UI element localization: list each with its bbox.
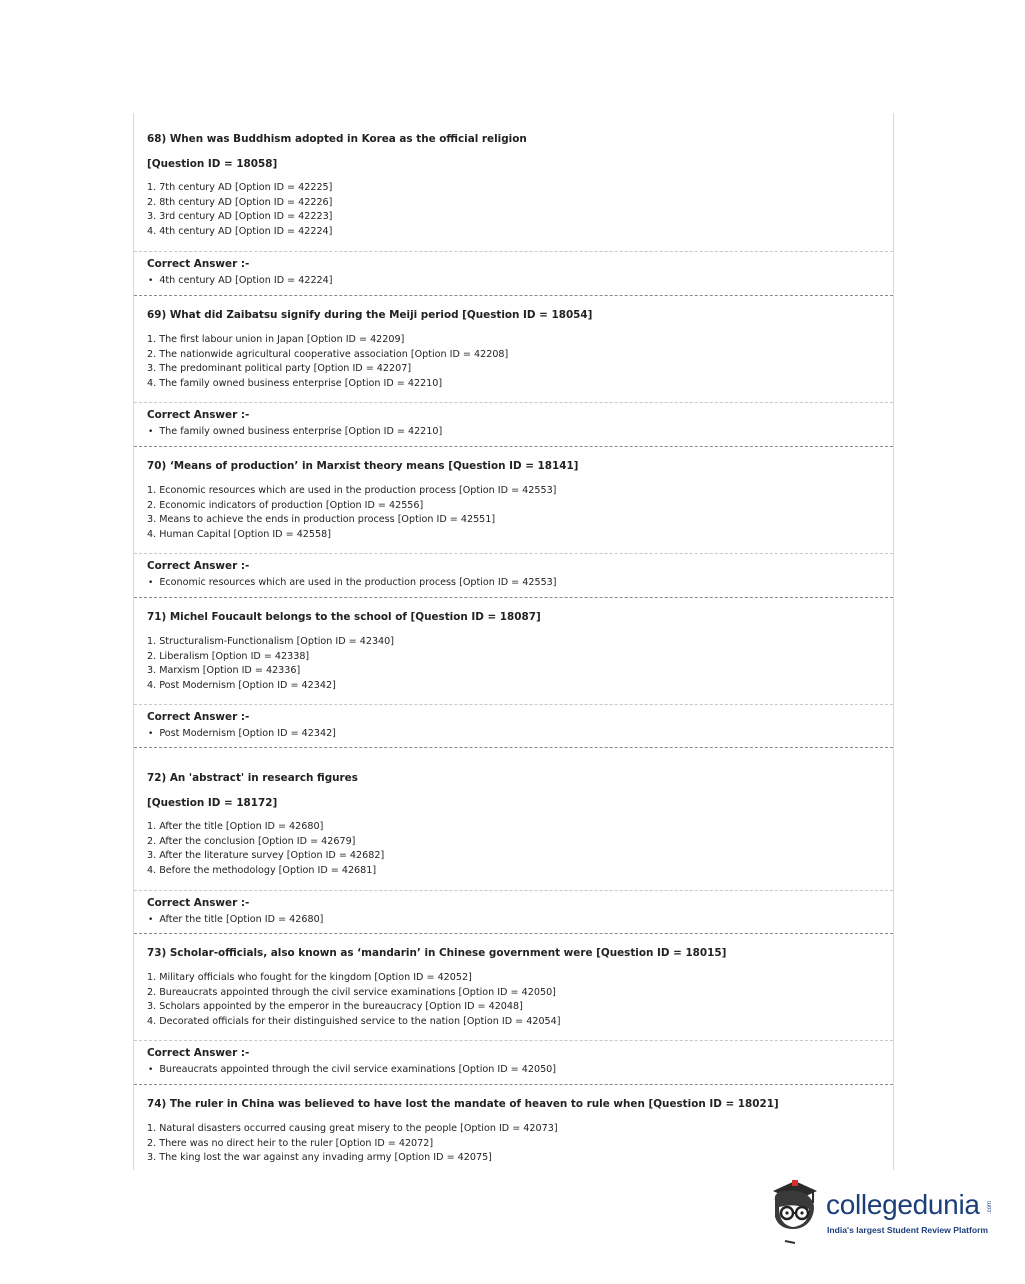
option: 3. Scholars appointed by the emperor in the bureaucracy [Option ID = 42048]: [147, 1001, 523, 1013]
question-72: [134, 748, 893, 934]
question-title: 72) An 'abstract' in research figures: [147, 772, 358, 784]
brand-suffix: .com: [987, 1201, 993, 1215]
options-list: [147, 1122, 558, 1166]
bullet-icon: •: [148, 578, 154, 588]
options-list: [147, 635, 394, 694]
correct-answer-text: Economic resources which are used in the production process [Option ID = 42553]: [159, 577, 557, 588]
correct-answer-box: [134, 251, 893, 295]
option: 2. After the conclusion [Option ID = 42679]: [147, 835, 356, 847]
correct-answer-text: After the title [Option ID = 42680]: [159, 914, 324, 925]
option: 4. Human Capital [Option ID = 42558]: [147, 529, 331, 541]
question-id: [Question ID = 18058]: [147, 158, 278, 170]
correct-answer-box: [134, 1040, 893, 1084]
option: 4. Decorated officials for their distinguished service to the nation [Option ID = 42054]: [147, 1016, 561, 1028]
correct-answer-box: [134, 553, 893, 597]
question-title: 71) Michel Foucault belongs to the school of [Question ID = 18087]: [147, 611, 541, 623]
option: 3. Means to achieve the ends in production process [Option ID = 42551]: [147, 514, 496, 526]
question-74: [134, 1085, 893, 1170]
options-list: [147, 971, 561, 1030]
option: 3. The king lost the war against any invading army [Option ID = 42075]: [147, 1152, 492, 1164]
question-title: 68) When was Buddhism adopted in Korea as the official religion: [147, 133, 527, 145]
question-title: 74) The ruler in China was believed to have lost the mandate of heaven to rule when [Question ID = 18021]: [147, 1098, 779, 1110]
option: 2. The nationwide agricultural cooperative association [Option ID = 42208]: [147, 348, 509, 360]
correct-answer-text: Bureaucrats appointed through the civil service examinations [Option ID = 42050]: [159, 1064, 557, 1075]
option: 1. The first labour union in Japan [Option ID = 42209]: [147, 334, 405, 345]
bullet-icon: •: [148, 915, 154, 925]
option: 1. Structuralism-Functionalism [Option ID = 42340]: [147, 636, 394, 647]
correct-answer-label: Correct Answer :-: [147, 1047, 250, 1059]
option: 1. Military officials who fought for the kingdom [Option ID = 42052]: [147, 972, 472, 983]
question-id: [Question ID = 18172]: [147, 797, 278, 809]
option: 3. 3rd century AD [Option ID = 42223]: [147, 211, 333, 223]
correct-answer: [147, 913, 893, 927]
option: 4. Before the methodology [Option ID = 42681]: [147, 865, 377, 877]
exam-sheet: [133, 113, 894, 1170]
option: 2. Bureaucrats appointed through the civil service examinations [Option ID = 42050]: [147, 986, 556, 998]
option: 1. After the title [Option ID = 42680]: [147, 821, 324, 832]
correct-answer: [147, 1063, 893, 1077]
option: 4. Post Modernism [Option ID = 42342]: [147, 680, 336, 692]
correct-answer-box: [134, 402, 893, 446]
option: 2. There was no direct heir to the ruler [Option ID = 42072]: [147, 1137, 434, 1149]
brand-name: collegedunia: [826, 1189, 980, 1220]
correct-answer-text: Post Modernism [Option ID = 42342]: [159, 728, 336, 739]
option: 1. 7th century AD [Option ID = 42225]: [147, 182, 333, 193]
correct-answer: [147, 274, 893, 288]
correct-answer: [147, 576, 893, 590]
correct-answer-box: [134, 890, 893, 934]
options-list: [147, 181, 332, 240]
correct-answer-box: [134, 704, 893, 748]
question-68: [134, 113, 893, 295]
correct-answer: [147, 425, 893, 439]
correct-answer-label: Correct Answer :-: [147, 897, 250, 909]
option: 3. After the literature survey [Option ID = 42682]: [147, 850, 385, 862]
option: 4. 4th century AD [Option ID = 42224]: [147, 226, 333, 238]
brand-tagline: India's largest Student Review Platform: [827, 1225, 989, 1235]
option: 1. Economic resources which are used in the production process [Option ID = 42553]: [147, 485, 557, 496]
question-title: 70) ‘Means of production’ in Marxist theory means [Question ID = 18141]: [147, 460, 579, 472]
correct-answer-label: Correct Answer :-: [147, 258, 250, 270]
correct-answer-text: 4th century AD [Option ID = 42224]: [159, 275, 333, 286]
correct-answer-label: Correct Answer :-: [147, 711, 250, 723]
question-70: [134, 447, 893, 597]
option: 3. The predominant political party [Option ID = 42207]: [147, 363, 412, 375]
correct-answer: [147, 727, 893, 741]
option: 3. Marxism [Option ID = 42336]: [147, 665, 301, 677]
option: 1. Natural disasters occurred causing great misery to the people [Option ID = 42073]: [147, 1123, 558, 1134]
option: 2. Liberalism [Option ID = 42338]: [147, 650, 310, 662]
correct-answer-label: Correct Answer :-: [147, 560, 250, 572]
options-list: [147, 484, 556, 543]
bullet-icon: •: [148, 1065, 154, 1075]
question-73: [134, 934, 893, 1084]
option: 4. The family owned business enterprise [Option ID = 42210]: [147, 378, 443, 390]
option: 2. Economic indicators of production [Option ID = 42556]: [147, 499, 424, 511]
correct-answer-label: Correct Answer :-: [147, 409, 250, 421]
bullet-icon: •: [148, 729, 154, 739]
option: 2. 8th century AD [Option ID = 42226]: [147, 196, 333, 208]
question-71: [134, 598, 893, 748]
options-list: [147, 333, 508, 392]
mascot-icon: [765, 1177, 825, 1247]
bullet-icon: •: [148, 427, 154, 437]
question-title: 69) What did Zaibatsu signify during the Meiji period [Question ID = 18054]: [147, 309, 593, 321]
question-title: 73) Scholar-officials, also known as ‘mandarin’ in Chinese government were [Question ID = 18015]: [147, 947, 727, 959]
question-69: [134, 296, 893, 446]
collegedunia-logo[interactable]: [765, 1177, 995, 1247]
options-list: [147, 820, 384, 879]
correct-answer-text: The family owned business enterprise [Option ID = 42210]: [159, 426, 443, 437]
bullet-icon: •: [148, 276, 154, 286]
